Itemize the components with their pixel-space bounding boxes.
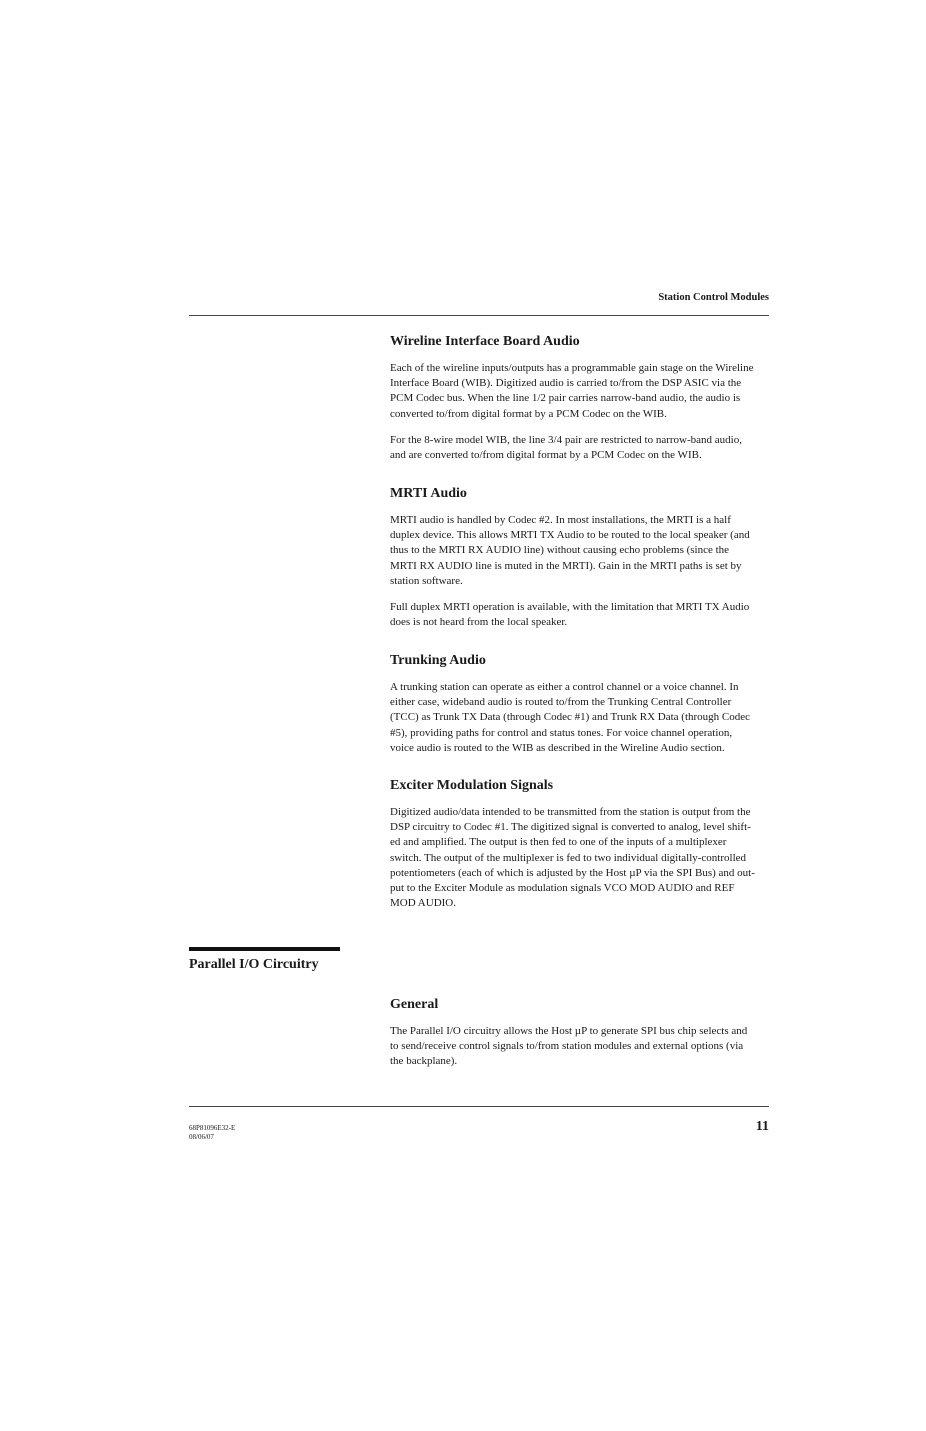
paragraph xyxy=(390,805,770,911)
text-line: voice audio is routed to the WIB as described in the Wireline Audio section. xyxy=(390,741,725,754)
text-line: (TCC) as Trunk TX Data (through Codec #1) and Trunk RX Data (through Codec xyxy=(390,711,751,724)
paragraph xyxy=(390,433,770,463)
text-line: station software. xyxy=(390,574,463,587)
text-line: MRTI RX AUDIO line is muted in the MRTI). Gain in the MRTI paths is set by xyxy=(390,559,742,572)
text-line: The Parallel I/O circuitry allows the Host µP to generate SPI bus chip selects and xyxy=(390,1025,748,1037)
section-heading: MRTI Audio xyxy=(390,486,467,501)
side-heading: Parallel I/O Circuitry xyxy=(189,957,319,972)
paragraph xyxy=(390,513,770,589)
text-line: For the 8-wire model WIB, the line 3/4 pair are restricted to narrow-band audio, xyxy=(390,434,742,446)
section-heading: General xyxy=(390,997,439,1012)
section-heading: Wireline Interface Board Audio xyxy=(390,334,580,349)
section-wib xyxy=(390,333,770,351)
page-number: 11 xyxy=(755,1119,769,1134)
text-line: ed and amplified. The output is then fed to one of the inputs of a multiplexer xyxy=(390,836,727,849)
section-heading: Trunking Audio xyxy=(390,653,486,668)
section-general xyxy=(390,996,770,1014)
text-line: the backplane). xyxy=(390,1055,458,1068)
text-line: #5), providing paths for control and status tones. For voice channel operation, xyxy=(390,726,733,739)
text-line: duplex device. This allows MRTI TX Audio to be routed to the local speaker (and xyxy=(390,529,750,542)
paragraph xyxy=(390,361,770,422)
text-line: put to the Exciter Module as modulation signals VCO MOD AUDIO and REF xyxy=(390,882,735,895)
section-trunking xyxy=(390,652,770,670)
text-line: potentiometers (each of which is adjusted by the Host µP via the SPI Bus) and out- xyxy=(390,866,755,879)
paragraph xyxy=(390,1024,770,1070)
doc-number: 68P81096E32-E xyxy=(189,1124,236,1132)
text-line: either case, wideband audio is routed to/from the Trunking Central Controller xyxy=(390,696,732,709)
text-line: thus to the MRTI RX AUDIO line) without causing echo problems (since the xyxy=(390,544,730,557)
text-line: does is not heard from the local speaker. xyxy=(390,616,568,629)
text-line: DSP circuitry to Codec #1. The digitized signal is converted to analog, level shift- xyxy=(390,821,751,834)
footer-doc-info xyxy=(189,1124,235,1142)
text-line: Digitized audio/data intended to be transmitted from the station is output from the xyxy=(390,806,751,818)
text-line: switch. The output of the multiplexer is fed to two individual digitally-controlled xyxy=(390,851,747,864)
header-rule xyxy=(189,315,769,316)
text-line: PCM Codec bus. When the line 1/2 pair carries narrow-band audio, the audio is xyxy=(390,392,741,405)
text-line: converted to/from digital format by a PCM Codec on the WIB. xyxy=(390,407,667,420)
running-header: Station Control Modules xyxy=(658,292,769,303)
paragraph xyxy=(390,600,770,630)
section-exciter xyxy=(390,777,770,795)
text-line: MRTI audio is handled by Codec #2. In most installations, the MRTI is a half xyxy=(390,514,731,526)
doc-date: 08/06/07 xyxy=(189,1133,214,1141)
side-heading-bar xyxy=(189,947,340,951)
text-line: A trunking station can operate as either a control channel or a voice channel. In xyxy=(390,681,739,693)
text-line: and are converted to/from digital format by a PCM Codec on the WIB. xyxy=(390,449,702,462)
text-line: Each of the wireline inputs/outputs has a programmable gain stage on the Wireline xyxy=(390,362,754,374)
section-mrti xyxy=(390,485,770,503)
text-line: Full duplex MRTI operation is available, with the limitation that MRTI TX Audio xyxy=(390,601,750,613)
text-line: MOD AUDIO. xyxy=(390,897,456,910)
section-heading: Exciter Modulation Signals xyxy=(390,778,554,793)
paragraph xyxy=(390,680,770,756)
footer-rule xyxy=(189,1106,769,1107)
text-line: to send/receive control signals to/from station modules and external options (via xyxy=(390,1040,744,1053)
text-line: Interface Board (WIB). Digitized audio is carried to/from the DSP ASIC via the xyxy=(390,377,742,390)
